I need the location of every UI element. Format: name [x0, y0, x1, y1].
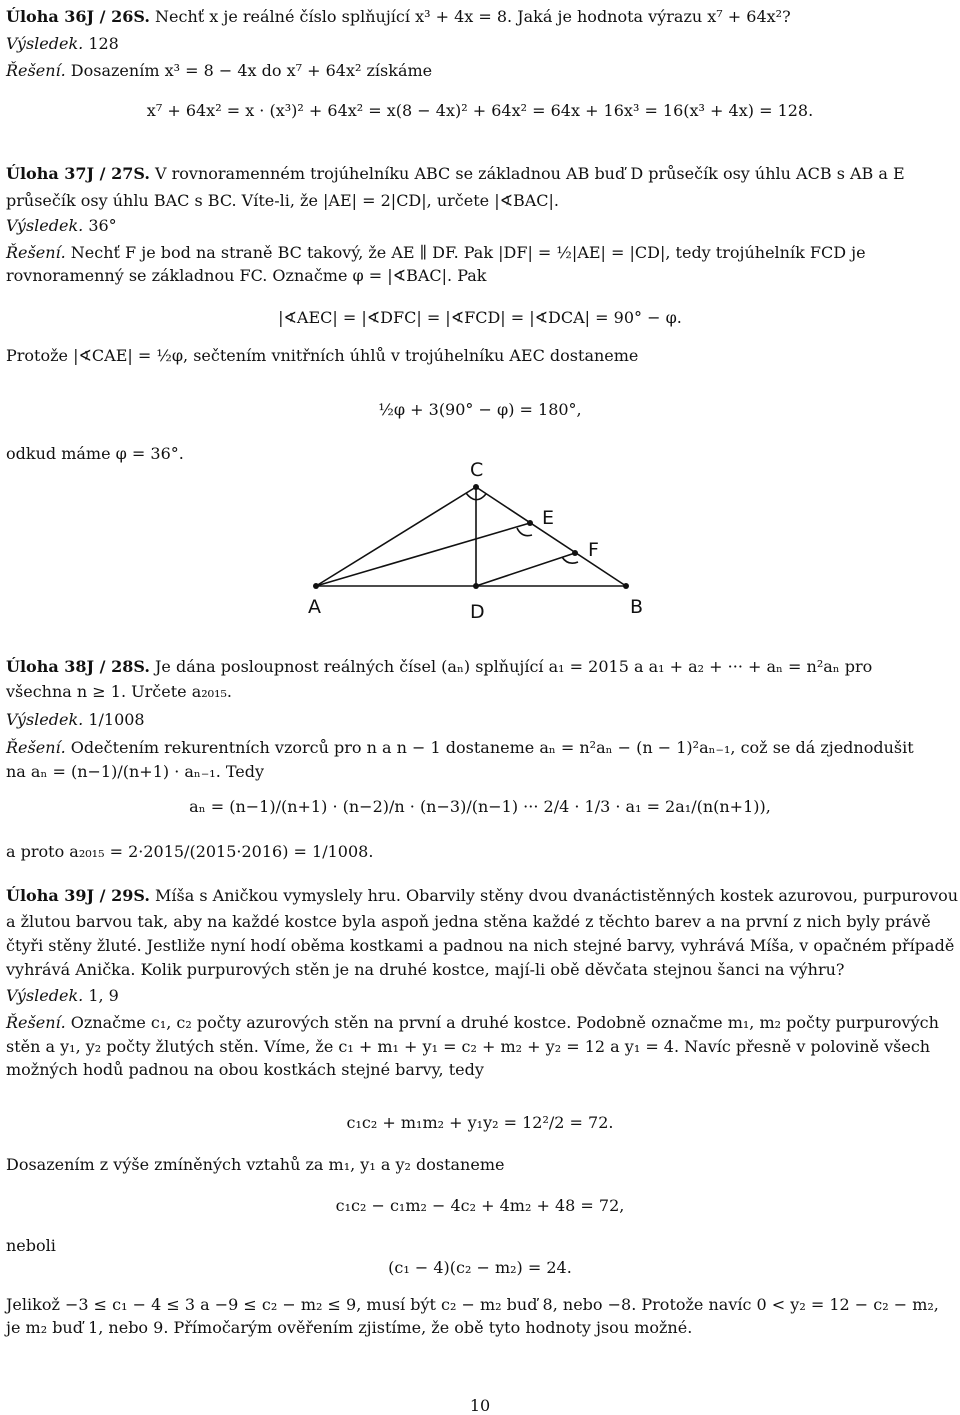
problem-39-statement-3: čtyři stěny žluté. Jestliže nyní hodí oběma kostkami a padnou na nich stejné barvy, vyhrává Míša, v opačném případě	[6, 936, 955, 955]
problem-39-solution-2: stěn a y₁, y₂ počty žlutých stěn. Víme, že c₁ + m₁ + y₁ = c₂ + m₂ + y₂ = 12 a y₁ = 4. Navíc přesně v polovině všech	[6, 1037, 931, 1056]
problem-39-conclusion: Jelikož −3 ≤ c₁ − 4 ≤ 3 a −9 ≤ c₂ − m₂ ≤ 9, musí být c₂ − m₂ buď 8, nebo −8. Protože navíc 0 < y₂ = 12 − c₂ − m₂,	[6, 1295, 939, 1314]
point-b	[623, 583, 629, 589]
problem-36-solution: Řešení. Dosazením x³ = 8 − 4x do x⁷ + 64x² získáme	[6, 61, 433, 80]
problem-39-equation-1: c₁c₂ + m₁m₂ + y₁y₂ = 12²/2 = 72.	[346, 1113, 614, 1132]
problem-37-sum-equation: ½φ + 3(90° − φ) = 180°,	[378, 400, 582, 419]
page-number: 10	[469, 1396, 491, 1415]
label-f: F	[588, 539, 599, 561]
point-c	[473, 484, 479, 490]
segment-df	[476, 553, 575, 586]
problem-39-statement: Úloha 39J / 29S. Míša s Aničkou vymyslely hru. Obarvily stěny dvou dvanáctistěnných kostek azurovou, purpurovou	[6, 886, 959, 905]
problem-39-conclusion-2: je m₂ buď 1, nebo 9. Přímočarým ověřením zjistíme, že obě tyto hodnoty jsou možné.	[6, 1318, 693, 1337]
problem-38-solution-cont: na aₙ = (n−1)/(n+1) · aₙ₋₁. Tedy	[6, 762, 265, 781]
problem-39-statement-2: a žlutou barvou tak, aby na každé kostce byla aspoň jedna stěna každé z těchto barev a na první z nich byly právě	[6, 912, 931, 931]
problem-37-angle-equation: |∢AEC| = |∢DFC| = |∢FCD| = |∢DCA| = 90° − φ.	[278, 308, 682, 327]
problem-39-solution: Řešení. Označme c₁, c₂ počty azurových stěn na první a druhé kostce. Podobně označme m₁, m₂ počty purpurových	[6, 1013, 939, 1032]
problem-37-conclusion: odkud máme φ = 36°.	[6, 444, 184, 463]
problem-36-result: Výsledek. 128	[6, 34, 119, 53]
problem-39-statement-4: vyhrává Anička. Kolik purpurových stěn je na druhé kostce, mají-li obě děvčata stejnou šanci na výhru?	[6, 960, 845, 979]
problem-37-statement: Úloha 37J / 27S. V rovnoramenném trojúhelníku ABC se základnou AB buď D průsečík osy úhlu ACB s AB a E	[6, 164, 905, 183]
side-ac	[316, 487, 476, 586]
problem-38-result: Výsledek. 1/1008	[6, 710, 145, 729]
problem-38-solution: Řešení. Odečtením rekurentních vzorců pro n a n − 1 dostaneme aₙ = n²aₙ − (n − 1)²aₙ₋₁, což se dá zjednodušit	[6, 738, 914, 757]
problem-37-text: Protože |∢CAE| = ½φ, sečtením vnitřních úhlů v trojúhelníku AEC dostaneme	[6, 346, 639, 365]
problem-37-result: Výsledek. 36°	[6, 216, 117, 235]
problem-39-solution-3: možných hodů padnou na obou kostkách stejné barvy, tedy	[6, 1060, 484, 1079]
problem-39-neboli: neboli	[6, 1236, 56, 1255]
problem-37-solution: Řešení. Nechť F je bod na straně BC takový, že AE ∥ DF. Pak |DF| = ½|AE| = |CD|, tedy trojúhelník FCD je	[6, 243, 866, 262]
problem-39-equation-2: c₁c₂ − c₁m₂ − 4c₂ + 4m₂ + 48 = 72,	[335, 1196, 625, 1215]
problem-36-statement: Úloha 36J / 26S. Nechť x je reálné číslo splňující x³ + 4x = 8. Jaká je hodnota výrazu x⁷ + 64x²?	[6, 7, 791, 26]
problem-39-equation-3: (c₁ − 4)(c₂ − m₂) = 24.	[388, 1258, 572, 1277]
problem-38-statement-cont: všechna n ≥ 1. Určete a₂₀₁₅.	[6, 682, 232, 701]
point-d	[473, 583, 479, 589]
side-bc	[476, 487, 626, 586]
segment-ae	[316, 523, 530, 586]
problem-36-equation: x⁷ + 64x² = x · (x³)² + 64x² = x(8 − 4x)² + 64x² = 64x + 16x³ = 16(x³ + 4x) = 128.	[146, 101, 814, 120]
label-a: A	[308, 596, 321, 618]
label-b: B	[630, 596, 644, 618]
point-e	[527, 520, 533, 526]
problem-39-result: Výsledek. 1, 9	[6, 986, 119, 1005]
point-f	[572, 550, 578, 556]
label-e: E	[542, 507, 555, 529]
label-d: D	[470, 601, 485, 623]
problem-38-statement: Úloha 38J / 28S. Je dána posloupnost reálných čísel (aₙ) splňující a₁ = 2015 a a₁ + a₂ + ··· + aₙ = n²aₙ pro	[6, 657, 873, 676]
problem-38-product-equation: aₙ = (n−1)/(n+1) · (n−2)/n · (n−3)/(n−1) ··· 2/4 · 1/3 · a₁ = 2a₁/(n(n+1)),	[189, 797, 771, 816]
point-a	[313, 583, 319, 589]
angle-arc-e	[517, 528, 532, 536]
problem-39-text: Dosazením z výše zmíněných vztahů za m₁, y₁ a y₂ dostaneme	[6, 1155, 505, 1174]
problem-37-solution-cont: rovnoramenný se základnou FC. Označme φ = |∢BAC|. Pak	[6, 266, 487, 285]
problem-38-conclusion: a proto a₂₀₁₅ = 2·2015/(2015·2016) = 1/1008.	[6, 842, 374, 861]
problem-37-statement-cont: průsečík osy úhlu BAC s BC. Víte-li, že |AE| = 2|CD|, určete |∢BAC|.	[6, 191, 560, 210]
triangle-figure	[290, 456, 690, 630]
angle-arc-f	[562, 557, 578, 563]
label-c: C	[470, 459, 484, 481]
